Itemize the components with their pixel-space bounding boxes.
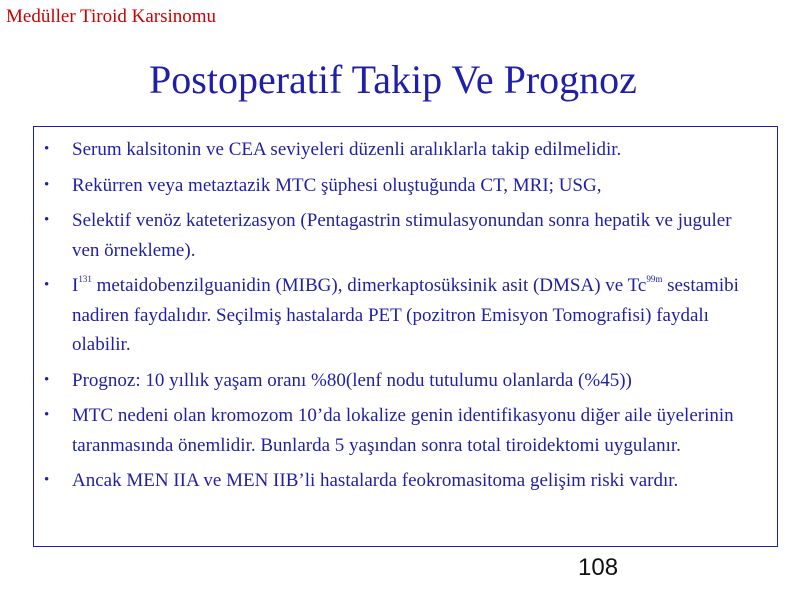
bullet-text: Serum kalsitonin ve CEA seviyeleri düzenli aralıklarla takip edilmelidir. [72, 139, 622, 160]
bullet-text: Ancak MEN IIA ve MEN IIB’li hastalarda feokromasitoma gelişim riski vardır. [72, 470, 679, 491]
bullet-item [44, 171, 759, 201]
bullet-dot-icon: • [44, 277, 50, 293]
bullet-text: Prognoz: 10 yıllık yaşam oranı %80(lenf nodu tutulumu olanlarda (%45)) [72, 369, 632, 391]
slide-title: Postoperatif Takip Ve Prognoz [149, 57, 637, 102]
bullet-item [44, 466, 759, 496]
slide-header-label: Medüller Tiroid Karsinomu [6, 6, 217, 27]
bullet-text-part: I [72, 275, 79, 296]
content-box [33, 126, 778, 547]
page-number: 108 [578, 554, 619, 581]
bullet-dot-icon: • [44, 472, 50, 488]
bullet-text: MTC nedeni olan kromozom 10’da lokalize genin identifikasyonu diğer aile üyelerinin taranmasında önemlidir. Bunlarda 5 yaşından sonra total tiroidektomi uygulanır. [72, 405, 734, 456]
bullet-item [44, 271, 759, 360]
bullet-text [72, 275, 739, 355]
bullet-dot-icon: • [44, 407, 50, 423]
superscript: 99m [646, 274, 663, 284]
bullet-text: Rekürren veya metaztazik MTC şüphesi oluştuğunda CT, MRI; USG, [72, 174, 602, 196]
bullet-dot-icon: • [44, 141, 50, 157]
bullet-item [44, 135, 759, 165]
bullet-text-part: sestamibi nadiren faydalıdır. Seçilmiş hastalarda PET (pozitron Emisyon Tomografisi) faydalı olabilir. [72, 275, 739, 355]
bullet-text: Selektif venöz kateterizasyon (Pentagastrin stimulasyonundan sonra hepatik ve juguler ven örnekleme). [72, 210, 732, 261]
bullet-item [44, 206, 759, 265]
bullet-dot-icon: • [44, 176, 50, 193]
bullet-text-part: metaidobenzilguanidin (MIBG), dimerkaptosüksinik asit (DMSA) ve Tc [91, 275, 647, 296]
bullet-item [44, 366, 759, 396]
superscript: 131 [78, 274, 92, 284]
bullet-item [44, 401, 759, 460]
bullet-dot-icon: • [44, 371, 50, 388]
bullet-list [44, 135, 759, 496]
bullet-dot-icon: • [44, 212, 50, 228]
